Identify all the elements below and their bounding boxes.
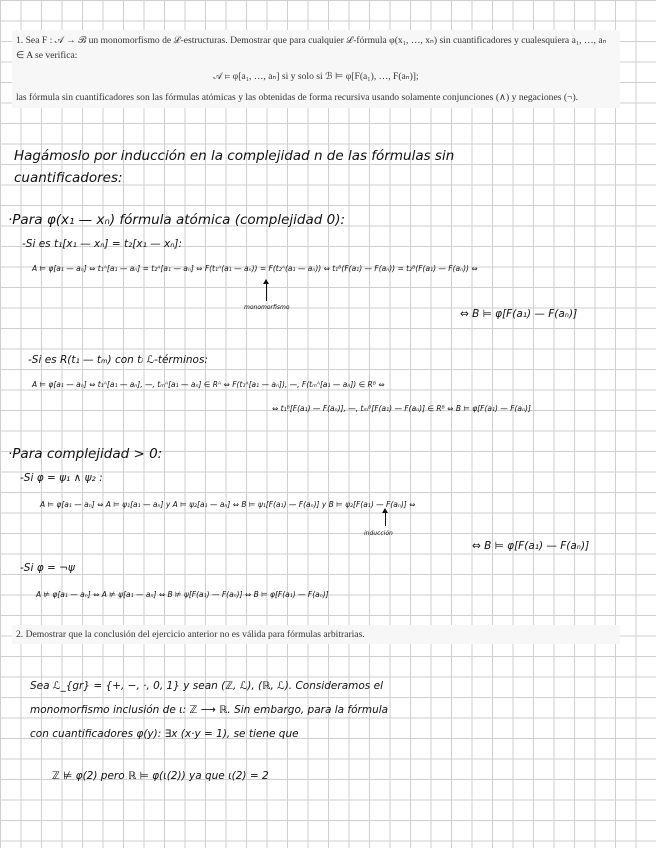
case-relation-line-1: A ⊨ φ[a₁ — aₙ] ⇔ t₁ᴬ[a₁ — aₙ], —, tₘᴬ[a₁ — aₙ] ∈ Rᴬ ⇔ F(t₁ᴬ[a₁ — aₙ]), —, F(tₘᴬ[a₁ — aₙ]) ∈ Rᴮ ⇔ — [32, 380, 385, 389]
exercise-2-text: 2. Demostrar que la conclusión del ejercicio anterior no es válida para fórmulas arbitrarias. — [16, 629, 365, 640]
exercise-1-equivalence: 𝒜 ⊨ φ[a₁, …, aₙ] si y solo si ℬ ⊨ φ[F(a₁), …, F(aₙ)]; — [213, 71, 419, 82]
solution-intro-line-2: cuantificadores: — [14, 170, 123, 186]
solution-2-line-4: ℤ ⊭ φ(2) pero ℝ ⊨ φ(ι(2)) ya que ι(2) = 2 — [52, 770, 269, 782]
exercise-1-text: 1. Sea F : 𝒜 → ℬ un monomorfismo de ℒ-estructuras. Demostrar que para cualquier ℒ-fórmula φ(x₁, …, xₙ) sin cuantificadores y cualesquiera a₁, …, aₙ ∈ A se verifica: — [16, 35, 607, 61]
monomorfismo-arrow-icon — [266, 283, 267, 301]
case-not-line-1: A ⊭ φ[a₁ — aₙ] ⇔ A ⊭ ψ[a₁ — aₙ] ⇔ B ⊭ ψ[F(a₁) — F(aₙ)] ⇔ B ⊨ φ[F(a₁) — F(aₙ)] — [36, 590, 329, 599]
induccion-note: inducción — [364, 530, 393, 537]
case-and-line-1: A ⊨ φ[a₁ — aₙ] ⇔ A ⊨ ψ₁[a₁ — aₙ] y A ⊨ ψ₂[a₁ — aₙ] ⇔ B ⊨ ψ₁[F(a₁) — F(aₙ)] y B ⊨ ψ₂[F(a₁) — F(aₙ)] ⇔ — [40, 500, 416, 509]
exercise-1-statement — [12, 30, 620, 108]
case-equality-line-2: ⇔ B ⊨ φ[F(a₁) — F(aₙ)] — [460, 308, 578, 320]
case-equality-heading: -Si es t₁[x₁ — xₙ] = t₂[x₁ — xₙ]: — [22, 238, 183, 250]
solution-2-line-3: con cuantificadores φ(y): ∃x (x·y = 1), se tiene que — [30, 728, 299, 740]
solution-intro-line-1: Hagámoslo por inducción en la complejidad n de las fórmulas sin — [14, 148, 455, 164]
solution-2-line-2: monomorfismo inclusión de ι: ℤ ⟶ ℝ. Sin embargo, para la fórmula — [30, 704, 389, 716]
monomorfismo-note: monomorfismo — [244, 304, 290, 311]
case-and-line-2: ⇔ B ⊨ φ[F(a₁) — F(aₙ)] — [472, 540, 590, 552]
solution-2-line-1: Sea ℒ_{gr} = {+, −, ·, 0, 1} y sean (ℤ, ℒ), (ℝ, ℒ). Consideramos el — [30, 680, 383, 692]
case-equality-line-1: A ⊨ φ[a₁ — aₙ] ⇔ t₁ᴬ[a₁ — aₙ] = t₂ᴬ[a₁ — aₙ] ⇔ F(t₁ᴬ(a₁ — aₙ)) = F(t₂ᴬ(a₁ — aₙ)) ⇔ t₁ᴮ(F(a₁) — F(aₙ)) = t₂ᴮ(F(a₁) — F(aₙ)) ⇔ — [32, 264, 478, 273]
complex-heading: ·Para complejidad > 0: — [8, 446, 163, 462]
induccion-arrow-icon — [385, 512, 386, 526]
exercise-2-statement — [12, 625, 620, 644]
case-relation-line-2: ⇔ t₁ᴮ[F(a₁) — F(aₙ)], —, tₘᴮ[F(a₁) — F(aₙ)] ∈ Rᴮ ⇔ B ⊨ φ[F(a₁) — F(aₙ)] — [272, 404, 531, 413]
case-not-heading: -Si φ = ¬ψ — [20, 562, 75, 574]
case-relation-heading: -Si es R(t₁ — tₘ) con tᵢ ℒ-términos: — [28, 354, 208, 366]
exercise-1-note: las fórmula sin cuantificadores son las fórmulas atómicas y las obtenidas de forma recursiva usando solamente conjunciones (∧) y negaciones (¬). — [16, 92, 579, 103]
case-and-heading: -Si φ = ψ₁ ∧ ψ₂ : — [20, 472, 103, 484]
atomic-heading: ·Para φ(x₁ — xₙ) fórmula atómica (complejidad 0): — [8, 212, 346, 228]
